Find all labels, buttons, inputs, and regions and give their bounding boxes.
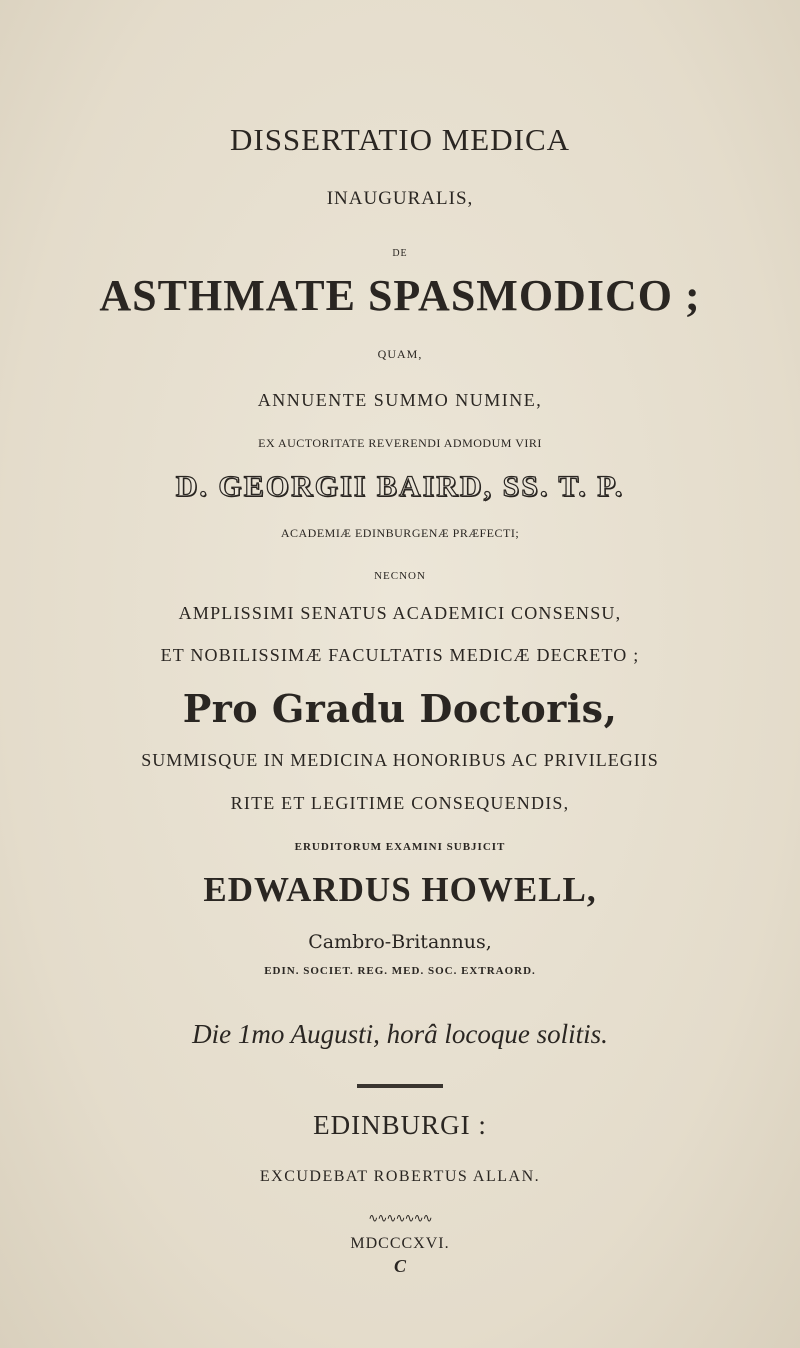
academiae-line: ACADEMIÆ EDINBURGENÆ PRÆFECTI; <box>280 526 520 540</box>
pro-gradu-doctoris: Pro Gradu Doctoris, <box>182 686 618 731</box>
word-quam: QUAM, <box>377 347 423 361</box>
word-necnon: NECNON <box>374 570 426 582</box>
eruditorum-line: ERUDITORUM EXAMINI SUBJICIT <box>294 841 506 853</box>
summisque-line: SUMMISQUE IN MEDICINA HONORIBUS AC PRIVILEGIIS <box>141 750 659 770</box>
imprint-city: EDINBURGI : <box>313 1110 487 1140</box>
wavy-ornament: ∿∿∿∿∿∿∿ <box>368 1211 432 1225</box>
divider-rule <box>357 1084 443 1088</box>
ex-auctoritate-line: EX AUCTORITATE REVERENDI ADMODUM VIRI <box>258 436 542 450</box>
heading-dissertatio: DISSERTATIO MEDICA <box>229 122 571 157</box>
imprint-year: MDCCCXVI. <box>350 1235 450 1252</box>
heading-inauguralis: INAUGURALIS, <box>326 188 474 209</box>
word-de: DE <box>392 248 408 259</box>
society-line: EDIN. SOCIET. REG. MED. SOC. EXTRAORD. <box>264 965 536 977</box>
subject-title: ASTHMATE SPASMODICO ; <box>99 271 701 320</box>
imprint-printer: EXCUDEBAT ROBERTUS ALLAN. <box>259 1168 541 1185</box>
principal-name: D. GEORGII BAIRD, SS. T. P. <box>175 470 625 503</box>
rite-line: RITE ET LEGITIME CONSEQUENDIS, <box>230 793 570 813</box>
nobilissimae-line: ET NOBILISSIMÆ FACULTATIS MEDICÆ DECRETO ; <box>160 645 640 665</box>
author-origin: Cambro-Britannus, <box>308 931 492 953</box>
date-line: Die 1mo Augusti, horâ locoque solitis. <box>192 1019 608 1049</box>
signature-mark: C <box>393 1256 406 1276</box>
amplissimi-line: AMPLISSIMI SENATUS ACADEMICI CONSENSU, <box>178 603 622 623</box>
author-name: EDWARDUS HOWELL, <box>203 870 597 909</box>
annuente-line: ANNUENTE SUMMO NUMINE, <box>257 390 543 410</box>
